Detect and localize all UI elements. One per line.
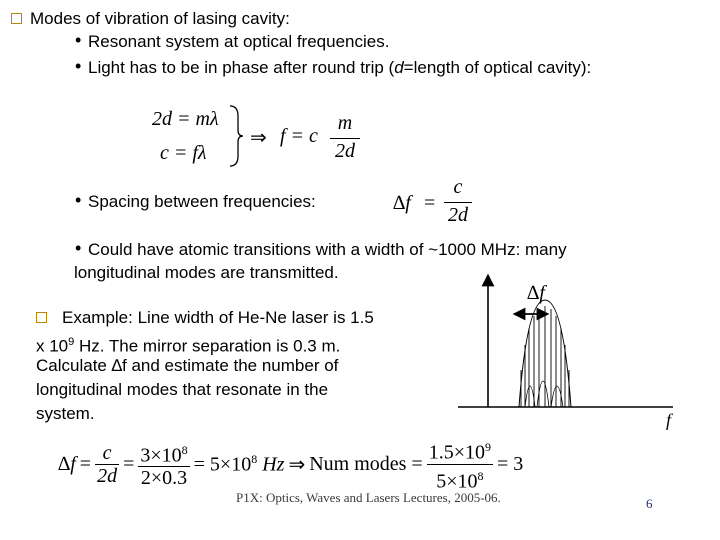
inner-arcs [525,381,563,407]
equation-c-f-lambda: c = fλ [160,142,207,164]
example-line2-sup: 9 [68,336,75,348]
equals-sign: = [424,192,436,214]
one5-e9-exp: 9 [484,439,491,454]
one5-e9-base: 1.5×10 [428,441,485,464]
mode-spectrum-diagram [455,270,685,440]
bullet-dot-icon: • [75,190,82,210]
five-e8-base: = 5×10 [193,453,252,476]
equation-2d-m-lambda: 2d = mλ [152,108,219,130]
bullet-modes-of-vibration: Modes of vibration of lasing cavity: [30,9,290,28]
checkbox-bullet-icon [36,312,47,323]
mode-lines [521,306,569,407]
bottom-delta-f: ∆f [58,452,76,475]
num-modes-label: Num modes = [309,452,423,475]
three-e8-exp: 8 [181,442,188,457]
bottom-frac-modes-den [427,464,493,493]
bottom-eq-2: = [123,452,135,475]
five-e8-den-exp: 8 [477,468,484,483]
fraction-m-numerator: m [337,112,353,134]
example-line4: longitudinal modes that resonate in the [36,380,329,399]
bottom-result-hz [194,452,285,477]
fraction-2d-denominator: 2d [448,204,468,226]
num-modes-result: = 3 [496,452,524,475]
right-brace-icon [228,104,244,168]
bottom-frac-2d: 2d [97,464,118,487]
bottom-frac-modes [427,436,493,492]
three-e8-base: 3×10 [140,444,182,467]
bullet-atomic-transitions-line2: longitudinal modes are transmitted. [74,263,339,282]
fraction-2d-denominator: 2d [335,140,355,162]
footer-course-title: P1X: Optics, Waves and Lasers Lectures, 2005-06. [236,490,501,505]
bottom-frac-c: c [102,441,112,464]
bottom-frac-3e8 [138,439,189,490]
bottom-equation [58,436,523,492]
five-e8-den-base: 5×10 [436,470,478,493]
bottom-frac-modes-num [427,436,493,464]
bullet-resonant-system: Resonant system at optical frequencies. [88,32,390,51]
bullet-dot-icon: • [75,56,82,76]
implies-arrow-1: ⇒ [250,127,267,149]
fraction-bar [330,138,360,139]
example-line5: system. [36,404,95,423]
page-number: 6 [646,496,653,511]
delta-f-symbol: ∆f [393,192,411,214]
hz-unit: Hz [262,453,285,476]
graph-f-axis-label: f [666,410,672,430]
light-in-phase-prefix: Light has to be in phase after round trip ( [88,58,395,77]
bottom-eq-1: = [79,452,92,475]
bullet-spacing: Spacing between frequencies: [88,192,316,211]
fraction-bar [444,202,472,203]
bullet-dot-icon: • [75,238,82,258]
graph-delta-f-label: ∆f [527,282,545,304]
five-e8-exp: 8 [251,451,258,466]
bullet-light-in-phase [88,58,591,78]
checkbox-bullet-icon [11,13,22,24]
example-line2-pre: x 10 [36,336,69,356]
light-in-phase-var: d [394,58,404,77]
bottom-frac-c-2d [95,442,119,487]
example-line3: Calculate ∆f and estimate the number of [36,356,339,375]
light-in-phase-suffix: =length of optical cavity): [403,58,592,77]
implies-arrow-2: ⇒ [288,453,306,476]
fraction-c-numerator: c [453,176,463,198]
equation-f-eq-c: f = c [280,125,318,147]
example-line2-post: Hz. The mirror separation is 0.3 m. [74,336,341,356]
bottom-frac-3e8-num [138,439,189,467]
bottom-frac-2x03: 2×0.3 [138,466,189,489]
example-line2 [36,332,340,357]
example-line1: Example: Line width of He-Ne laser is 1.5 [62,308,374,327]
bullet-dot-icon: • [75,30,82,50]
bullet-atomic-transitions-line1: Could have atomic transitions with a width of ~1000 MHz: many [88,240,567,259]
